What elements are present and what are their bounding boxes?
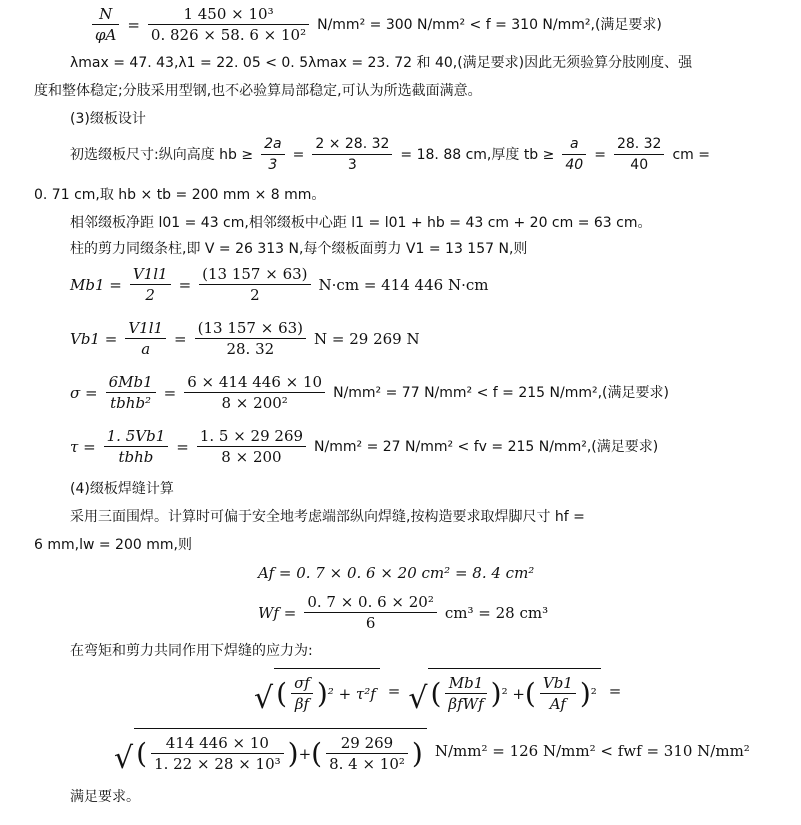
equals-sign: = bbox=[176, 437, 189, 456]
equals-sign: = bbox=[178, 275, 192, 294]
equation-batten-shear bbox=[70, 318, 420, 359]
fraction-denominator: 8. 4 × 10² bbox=[329, 755, 405, 773]
section-heading-weld-calc: (4)缀板焊缝计算 bbox=[70, 481, 174, 497]
fraction-denominator: 0. 826 × 58. 6 × 10² bbox=[150, 26, 307, 44]
equals-sign: = bbox=[174, 329, 187, 348]
radical-sign-icon: √ bbox=[114, 741, 134, 776]
equation-result: N/mm² = 126 N/mm² < fwf = 310 N/mm² bbox=[434, 742, 750, 760]
fraction-numeric bbox=[197, 426, 306, 467]
weld-description-line1: 采用三面围焊。计算时可偏于安全地考虑端部纵向焊缝,按构造要求取焊脚尺寸 hf = bbox=[70, 509, 585, 525]
trial-middle: = 18. 88 cm,厚度 tb ≥ bbox=[400, 146, 555, 163]
trial-result-line: 0. 71 cm,取 hb × tb = 200 mm × 8 mm。 bbox=[34, 187, 326, 203]
square-root-right bbox=[408, 668, 600, 714]
combined-stress-intro: 在弯矩和剪力共同作用下焊缝的应力为: bbox=[70, 643, 313, 659]
right-paren: ) bbox=[316, 676, 328, 710]
equation-combined-stress-symbolic bbox=[250, 668, 621, 714]
fraction-numerator: 1. 5 × 29 269 bbox=[197, 426, 306, 447]
fraction-symbolic bbox=[104, 426, 169, 467]
conclusion-text: 满足要求。 bbox=[70, 789, 140, 805]
equation-trial-dimensions bbox=[70, 134, 710, 175]
equation-result: N/mm² = 300 N/mm² < f = 310 N/mm²,(满足要求) bbox=[317, 16, 662, 33]
radicand bbox=[274, 668, 380, 714]
fraction-numerator: σf bbox=[291, 673, 313, 694]
square-root-numeric bbox=[114, 728, 427, 774]
right-paren: ) bbox=[490, 676, 502, 710]
fraction-numerator: 414 446 × 10 bbox=[151, 733, 284, 754]
fraction-symbolic bbox=[130, 264, 171, 305]
equals-sign: = bbox=[594, 146, 606, 163]
fraction-numerator: 2 × 28. 32 bbox=[312, 134, 392, 155]
plus-sign: + bbox=[298, 744, 312, 763]
right-paren: ) bbox=[411, 736, 423, 770]
radicand bbox=[134, 728, 427, 774]
fraction-numerator: N bbox=[92, 4, 119, 25]
equation-lhs: Wf = bbox=[258, 603, 297, 622]
square-root-left bbox=[254, 668, 380, 714]
equation-weld-area: Af = 0. 7 × 0. 6 × 20 cm² = 8. 4 cm² bbox=[258, 564, 535, 582]
fraction-denominator: 8 × 200 bbox=[221, 448, 282, 466]
fraction-2a-over-3 bbox=[261, 134, 285, 175]
weld-description-line2: 6 mm,lw = 200 mm,则 bbox=[34, 537, 192, 553]
radicand bbox=[428, 668, 600, 714]
trial-prefix: 初选缀板尺寸:纵向高度 hb ≥ bbox=[70, 146, 254, 163]
equation-lhs: σ = bbox=[70, 383, 98, 402]
section-heading-batten-design: (3)缀板设计 bbox=[70, 111, 146, 127]
fraction-symbolic bbox=[125, 318, 166, 359]
fraction-numerator: (13 157 × 63) bbox=[195, 318, 306, 339]
equation-result: N/mm² = 27 N/mm² < fv = 215 N/mm²,(满足要求) bbox=[314, 438, 659, 455]
fraction-values bbox=[148, 4, 309, 45]
equals-sign: = bbox=[163, 383, 177, 402]
left-paren: ( bbox=[524, 676, 536, 710]
fraction-denominator: φA bbox=[95, 26, 117, 44]
fraction-denominator: Af bbox=[549, 695, 566, 713]
fraction-numerator: 28. 32 bbox=[614, 134, 665, 155]
fraction-sigma-over-beta bbox=[291, 673, 313, 714]
fraction-numerator: a bbox=[562, 134, 586, 155]
equation-result: N/mm² = 77 N/mm² < f = 215 N/mm²,(满足要求) bbox=[333, 384, 669, 401]
fraction-numerator: 6Mb1 bbox=[106, 372, 156, 393]
fraction-a-over-40 bbox=[562, 134, 586, 175]
fraction-denominator: 28. 32 bbox=[226, 340, 275, 358]
equation-weld-modulus bbox=[258, 592, 548, 633]
fraction-numerator: 29 269 bbox=[326, 733, 408, 754]
fraction-denominator: 8 × 200² bbox=[221, 394, 288, 412]
equation-bending-stress bbox=[70, 372, 669, 413]
equation-stability-check bbox=[88, 4, 662, 45]
fraction-denominator: 40 bbox=[630, 157, 649, 173]
equation-result: N·cm = 414 446 N·cm bbox=[318, 275, 489, 294]
fraction-numerator: 6 × 414 446 × 10 bbox=[184, 372, 325, 393]
left-paren: ( bbox=[136, 736, 148, 770]
fraction-numerator: Mb1 bbox=[445, 673, 486, 694]
fraction-thickness-values bbox=[614, 134, 665, 175]
fraction-denominator: a bbox=[141, 340, 151, 358]
equals-sign: = bbox=[127, 15, 140, 34]
fraction-denominator: 6 bbox=[365, 614, 376, 632]
left-paren: ( bbox=[276, 676, 288, 710]
equation-lhs: τ = bbox=[70, 437, 96, 456]
fraction-moment-numeric bbox=[151, 733, 284, 774]
fraction-modulus bbox=[304, 592, 437, 633]
fraction-denominator: 3 bbox=[268, 157, 278, 173]
equation-shear-stress bbox=[70, 426, 658, 467]
paragraph-slenderness-line2: 度和整体稳定;分肢采用型钢,也不必验算局部稳定,可认为所选截面满意。 bbox=[34, 83, 482, 99]
left-paren: ( bbox=[311, 736, 323, 770]
fraction-denominator: 2 bbox=[250, 286, 260, 304]
equation-batten-moment bbox=[70, 264, 488, 305]
batten-spacing-line: 相邻缀板净距 l01 = 43 cm,相邻缀板中心距 l1 = l01 + hb = 43 cm + 20 cm = 63 cm。 bbox=[70, 215, 652, 231]
fraction-numerator: 1. 5Vb1 bbox=[104, 426, 169, 447]
fraction-numerator: 0. 7 × 0. 6 × 20² bbox=[304, 592, 437, 613]
fraction-denominator: βfWf bbox=[448, 695, 484, 713]
fraction-denominator: 2 bbox=[145, 286, 155, 304]
left-paren: ( bbox=[430, 676, 442, 710]
trial-tail: cm = bbox=[672, 146, 710, 163]
fraction-denominator: 40 bbox=[565, 157, 584, 173]
fraction-denominator: 1. 22 × 28 × 10³ bbox=[154, 755, 281, 773]
fraction-denominator: tbhb bbox=[118, 448, 154, 466]
fraction-numerator: (13 157 × 63) bbox=[199, 264, 310, 285]
right-paren: ) bbox=[287, 736, 299, 770]
fraction-numeric bbox=[195, 318, 306, 359]
equals-sign: = bbox=[292, 146, 305, 163]
fraction-height-values bbox=[312, 134, 392, 175]
fraction-numerator: Vb1 bbox=[540, 673, 576, 694]
equation-result: N = 29 269 N bbox=[314, 329, 420, 348]
fraction-symbolic bbox=[106, 372, 156, 413]
equals-sign: = bbox=[387, 682, 401, 700]
right-paren: ) bbox=[579, 676, 591, 710]
fraction-shear-numeric bbox=[326, 733, 408, 774]
equation-combined-stress-numeric bbox=[110, 728, 750, 774]
fraction-n-over-phia bbox=[92, 4, 119, 45]
fraction-denominator: tbhb² bbox=[110, 394, 152, 412]
shear-force-line: 柱的剪力同缀条柱,即 V = 26 313 N,每个缀板面剪力 V1 = 13 157 N,则 bbox=[70, 241, 528, 257]
fraction-shear-term bbox=[540, 673, 576, 714]
fraction-denominator: 3 bbox=[347, 157, 357, 173]
radical-sign-icon: √ bbox=[254, 681, 274, 716]
equation-lhs: Vb1 = bbox=[70, 329, 118, 348]
fraction-numerator: 2a bbox=[261, 134, 285, 155]
radical-sign-icon: √ bbox=[408, 681, 428, 716]
fraction-numerator: 1 450 × 10³ bbox=[148, 4, 309, 25]
paragraph-slenderness-line1: λmax = 47. 43,λ1 = 22. 05 < 0. 5λmax = 23. 72 和 40,(满足要求)因此无须验算分肢刚度、强 bbox=[70, 55, 693, 71]
square-exponent: ² bbox=[590, 684, 597, 703]
fraction-moment-term bbox=[445, 673, 486, 714]
equation-result: cm³ = 28 cm³ bbox=[444, 603, 549, 622]
plus-sign: ² + bbox=[501, 684, 525, 703]
fraction-numerator: V1l1 bbox=[130, 264, 171, 285]
trailing-equals: = bbox=[608, 682, 622, 700]
fraction-denominator: βf bbox=[294, 695, 310, 713]
fraction-numeric bbox=[199, 264, 310, 305]
radicand-tail: ² + τ²f bbox=[327, 684, 376, 703]
fraction-numeric bbox=[184, 372, 325, 413]
equation-lhs: Mb1 = bbox=[70, 275, 122, 294]
fraction-numerator: V1l1 bbox=[125, 318, 166, 339]
